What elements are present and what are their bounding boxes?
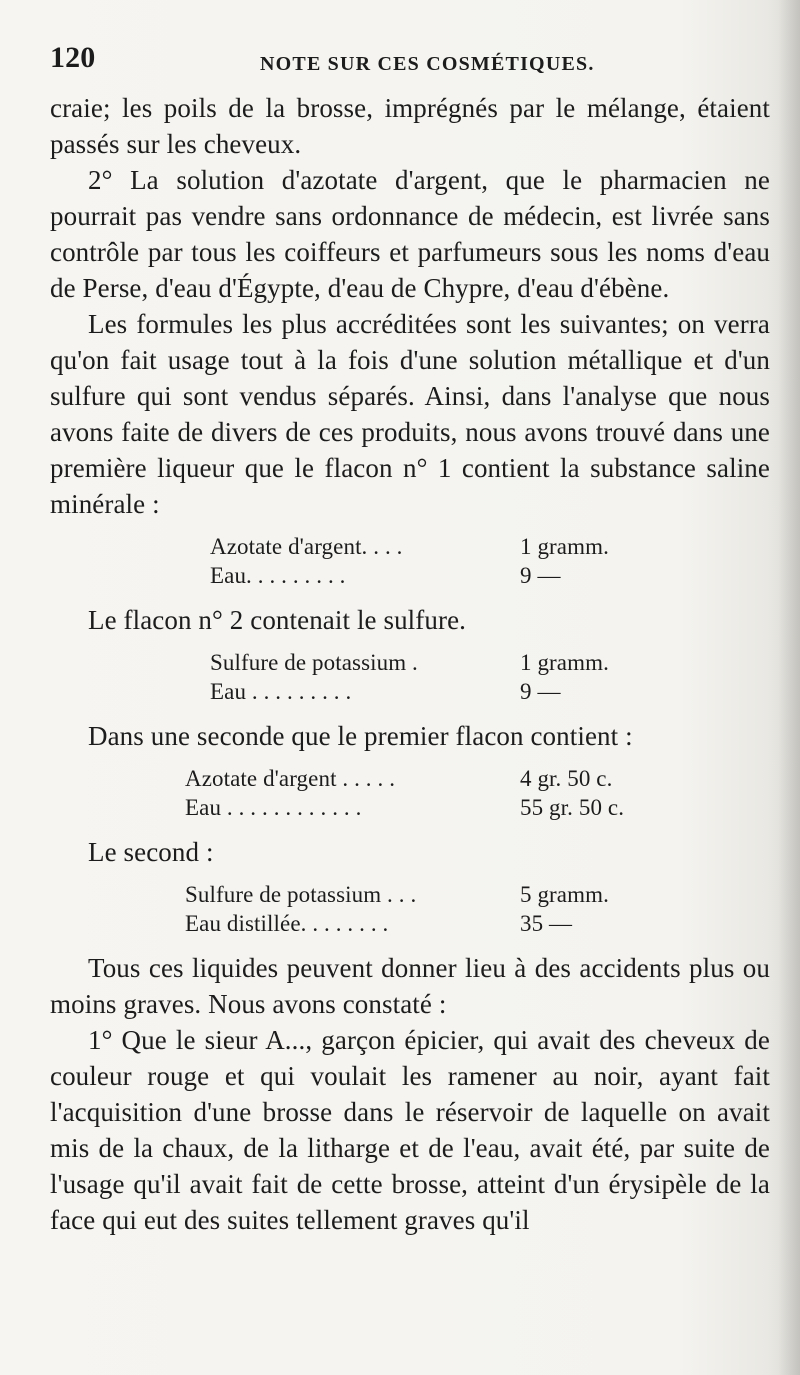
formula-row xyxy=(185,909,770,938)
ingredient-quantity: 9 — xyxy=(520,679,561,704)
formula-row xyxy=(185,764,770,793)
ingredient-name: Eau . . . . . . . . . xyxy=(210,679,352,704)
formula-flacon-1 xyxy=(210,532,770,590)
page-content xyxy=(50,40,770,1238)
subheading-le-second: Le second : xyxy=(88,837,214,867)
running-title: NOTE SUR CES COSMÉTIQUES. xyxy=(260,53,595,75)
ingredient-quantity: 55 gr. 50 c. xyxy=(520,795,625,820)
ingredient-quantity: 1 gramm. xyxy=(520,650,609,675)
ingredient-name: Eau. . . . . . . . . xyxy=(210,563,346,588)
ingredient-quantity: 4 gr. 50 c. xyxy=(520,766,613,791)
formula-row xyxy=(185,880,770,909)
page-header xyxy=(50,40,770,80)
ingredient-name: Sulfure de potassium . . . xyxy=(185,882,417,907)
formula-row xyxy=(210,561,770,590)
ingredient-quantity: 35 — xyxy=(520,911,573,936)
formula-row xyxy=(210,677,770,706)
ingredient-name: Azotate d'argent. . . . xyxy=(210,534,403,559)
ingredient-quantity: 9 — xyxy=(520,563,561,588)
subheading-second-product: Dans une seconde que le premier flacon contient : xyxy=(88,721,633,751)
ingredient-name: Sulfure de potassium . xyxy=(210,650,418,675)
subheading-flacon-2: Le flacon n° 2 contenait le sulfure. xyxy=(88,605,467,635)
formula-second-flacon-2 xyxy=(185,880,770,938)
ingredient-name: Eau distillée. . . . . . . . xyxy=(185,911,389,936)
formula-row xyxy=(185,793,770,822)
paragraph-2: 2° La solution d'azotate d'argent, que le pharmacien ne pourrait pas vendre sans ordonnance de médecin, est livrée sans contrôle par tous les coiffeurs et parfumeurs sous les noms d'eau de Perse, d'eau d'Égypte, d'eau de Chypre, d'eau d'ébène. xyxy=(50,165,770,303)
ingredient-quantity: 1 gramm. xyxy=(520,534,609,559)
ingredient-name: Azotate d'argent . . . . . xyxy=(185,766,396,791)
ingredient-name: Eau . . . . . . . . . . . . xyxy=(185,795,362,820)
paragraph-1: craie; les poils de la brosse, imprégnés par le mélange, étaient passés sur les cheveux. xyxy=(50,93,770,159)
page-number: 120 xyxy=(50,41,96,74)
formula-second-flacon-1 xyxy=(185,764,770,822)
formula-row xyxy=(210,532,770,561)
formula-row xyxy=(210,648,770,677)
formula-flacon-2 xyxy=(210,648,770,706)
paragraph-4: Tous ces liquides peuvent donner lieu à des accidents plus ou moins graves. Nous avons constaté : xyxy=(50,953,770,1019)
page-edge-shadow xyxy=(778,0,800,1375)
ingredient-quantity: 5 gramm. xyxy=(520,882,609,907)
paragraph-3: Les formules les plus accréditées sont les suivantes; on verra qu'on fait usage tout à la fois d'une solution métallique et d'un sulfure qui sont vendus séparés. Ainsi, dans l'analyse que nous avons faite de divers de ces produits, nous avons trouvé dans une première liqueur que le flacon n° 1 contient la substance saline minérale : xyxy=(50,309,770,519)
paragraph-5: 1° Que le sieur A..., garçon épicier, qui avait des cheveux de couleur rouge et qui voulait les ramener au noir, ayant fait l'acquisition d'une brosse dans le réservoir de laquelle on avait mis de la chaux, de la litharge et de l'eau, avait été, par suite de l'usage qu'il avait fait de cette brosse, atteint d'un érysipèle de la face qui eut des suites tellement graves qu'il xyxy=(50,1025,770,1235)
